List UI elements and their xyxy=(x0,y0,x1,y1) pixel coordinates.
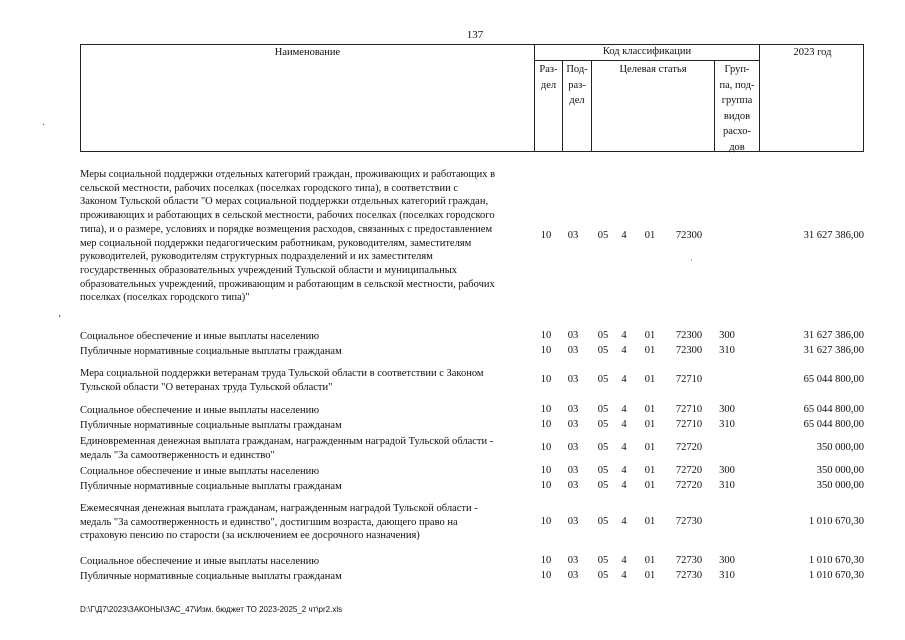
table-row xyxy=(80,480,870,494)
scan-mark: ‚ xyxy=(58,308,62,319)
cell-razdel: 10 xyxy=(540,403,552,415)
cell-target-program: 05 xyxy=(597,344,609,356)
cell-target-program: 05 xyxy=(597,329,609,341)
header-year: 2023 год xyxy=(759,45,865,151)
row-name: Социальное обеспечение и иные выплаты населению xyxy=(80,556,320,567)
cell-target-direction: 72720 xyxy=(675,464,703,476)
table-row xyxy=(80,367,870,394)
cell-amount: 31 627 386,00 xyxy=(803,329,864,341)
header-group: Груп- па, под- группа видов расхо- дов xyxy=(714,61,759,151)
cell-target-program: 05 xyxy=(597,373,609,385)
cell-podrazdel: 03 xyxy=(567,515,579,527)
cell-expense-group: 300 xyxy=(719,329,735,341)
cell-amount: 31 627 386,00 xyxy=(803,344,864,356)
cell-amount: 31 627 386,00 xyxy=(803,229,864,241)
table-row xyxy=(80,419,870,433)
cell-target-program: 05 xyxy=(597,464,609,476)
cell-target-direction: 72300 xyxy=(675,229,703,241)
cell-podrazdel: 03 xyxy=(567,373,579,385)
cell-target-program: 05 xyxy=(597,554,609,566)
cell-razdel: 10 xyxy=(540,464,552,476)
cell-razdel: 10 xyxy=(540,229,552,241)
cell-target-type: 4 xyxy=(621,554,627,566)
cell-amount: 350 000,00 xyxy=(816,441,864,453)
cell-razdel: 10 xyxy=(540,344,552,356)
cell-target-type: 4 xyxy=(621,344,627,356)
cell-target-program: 05 xyxy=(597,418,609,430)
table-row xyxy=(80,168,870,305)
cell-target-main: 01 xyxy=(644,441,656,453)
cell-podrazdel: 03 xyxy=(567,554,579,566)
cell-target-main: 01 xyxy=(644,569,656,581)
cell-target-program: 05 xyxy=(597,515,609,527)
table-row xyxy=(80,435,870,462)
cell-razdel: 10 xyxy=(540,569,552,581)
row-name: Единовременная денежная выплата гражданам, награжденным наградой Тульской области - медаль "За самоотверженность и единство" xyxy=(80,436,494,461)
cell-expense-group: 300 xyxy=(719,464,735,476)
cell-razdel: 10 xyxy=(540,329,552,341)
cell-expense-group: 310 xyxy=(719,569,735,581)
row-name: Социальное обеспечение и иные выплаты населению xyxy=(80,466,320,477)
row-name: Мера социальной поддержки ветеранам труда Тульской области в соответствии с Законом Тульской области "О ветеранах труда Тульской области" xyxy=(80,368,484,393)
header-code: Код классификации xyxy=(534,45,759,61)
cell-target-main: 01 xyxy=(644,344,656,356)
file-path-footer: D:\Г\Д7\2023\ЗАКОНЫ\ЗАС_47\Изм. бюджет ТО 2023-2025_2 чт\pr2.xls xyxy=(80,605,343,614)
cell-podrazdel: 03 xyxy=(567,344,579,356)
cell-target-direction: 72720 xyxy=(675,479,703,491)
cell-target-main: 01 xyxy=(644,329,656,341)
row-name: Социальное обеспечение и иные выплаты населению xyxy=(80,331,320,342)
cell-target-direction: 72720 xyxy=(675,441,703,453)
cell-razdel: 10 xyxy=(540,515,552,527)
header-razdel: Раз- дел xyxy=(534,61,562,151)
cell-target-main: 01 xyxy=(644,229,656,241)
cell-amount: 65 044 800,00 xyxy=(803,373,864,385)
cell-amount: 65 044 800,00 xyxy=(803,418,864,430)
cell-target-type: 4 xyxy=(621,515,627,527)
cell-podrazdel: 03 xyxy=(567,403,579,415)
cell-target-direction: 72710 xyxy=(675,418,703,430)
table-row xyxy=(80,570,870,584)
row-name: Меры социальной поддержки отдельных категорий граждан, проживающих и работающих в сельской местности, рабочих поселках (поселках городского типа), в соответствии с Законом Тульской области "О мерах социальной поддержки отдельных категорий граждан, проживающих и работающих в сельской местности, рабочих поселках (поселках городского типа), и о размере, условиях и порядке возмещения расходов, связанных с предоставлением мер социальной поддержки педагогическим работникам, руководителям, заместителям руководителей, руководителям структурных подразделений и их заместителям государственных образовательных учреждений Тульской области и муниципальных образовательных учреждений, проживающим и работающим в сельской местности, рабочих поселках (поселках городского типа)" xyxy=(80,169,496,304)
cell-target-main: 01 xyxy=(644,373,656,385)
cell-razdel: 10 xyxy=(540,479,552,491)
cell-podrazdel: 03 xyxy=(567,441,579,453)
table-header xyxy=(80,44,864,152)
cell-expense-group: 310 xyxy=(719,479,735,491)
cell-target-type: 4 xyxy=(621,464,627,476)
cell-amount: 350 000,00 xyxy=(816,479,864,491)
cell-expense-group: 310 xyxy=(719,344,735,356)
cell-target-program: 05 xyxy=(597,479,609,491)
cell-expense-group: 300 xyxy=(719,403,735,415)
cell-target-main: 01 xyxy=(644,479,656,491)
cell-podrazdel: 03 xyxy=(567,329,579,341)
cell-target-type: 4 xyxy=(621,569,627,581)
cell-expense-group: 300 xyxy=(719,554,735,566)
cell-target-main: 01 xyxy=(644,464,656,476)
cell-target-direction: 72730 xyxy=(675,569,703,581)
cell-target-main: 01 xyxy=(644,418,656,430)
cell-amount: 1 010 670,30 xyxy=(808,569,864,581)
table-row xyxy=(80,502,870,543)
row-name: Публичные нормативные социальные выплаты гражданам xyxy=(80,346,342,357)
table-row xyxy=(80,555,870,569)
cell-target-main: 01 xyxy=(644,403,656,415)
cell-target-type: 4 xyxy=(621,441,627,453)
cell-podrazdel: 03 xyxy=(567,418,579,430)
cell-amount: 65 044 800,00 xyxy=(803,403,864,415)
row-name: Публичные нормативные социальные выплаты гражданам xyxy=(80,420,342,431)
header-name: Наименование xyxy=(274,47,341,58)
cell-target-type: 4 xyxy=(621,479,627,491)
cell-podrazdel: 03 xyxy=(567,569,579,581)
cell-target-type: 4 xyxy=(621,403,627,415)
cell-podrazdel: 03 xyxy=(567,229,579,241)
page-number: 137 xyxy=(466,29,484,41)
cell-razdel: 10 xyxy=(540,418,552,430)
cell-target-direction: 72730 xyxy=(675,554,703,566)
cell-podrazdel: 03 xyxy=(567,464,579,476)
row-name: Ежемесячная денежная выплата гражданам, награжденным наградой Тульской области - медаль "За самоотверженность и единство", достигшим возраста, дающего право на страховую пенсию по старости (за исключением ее досрочного назначения) xyxy=(80,503,478,542)
cell-target-program: 05 xyxy=(597,229,609,241)
table-row xyxy=(80,465,870,479)
cell-amount: 1 010 670,30 xyxy=(808,554,864,566)
cell-target-main: 01 xyxy=(644,515,656,527)
cell-target-direction: 72300 xyxy=(675,344,703,356)
cell-target-type: 4 xyxy=(621,229,627,241)
cell-razdel: 10 xyxy=(540,554,552,566)
cell-target-type: 4 xyxy=(621,373,627,385)
scan-mark: · xyxy=(690,256,693,265)
header-target: Целевая статья xyxy=(591,61,714,151)
table-row xyxy=(80,404,870,418)
cell-target-type: 4 xyxy=(621,418,627,430)
cell-target-type: 4 xyxy=(621,329,627,341)
cell-razdel: 10 xyxy=(540,373,552,385)
scan-mark: · xyxy=(42,120,46,131)
cell-amount: 1 010 670,30 xyxy=(808,515,864,527)
cell-target-main: 01 xyxy=(644,554,656,566)
cell-target-program: 05 xyxy=(597,403,609,415)
cell-target-direction: 72300 xyxy=(675,329,703,341)
row-name: Социальное обеспечение и иные выплаты населению xyxy=(80,405,320,416)
cell-expense-group: 310 xyxy=(719,418,735,430)
cell-target-program: 05 xyxy=(597,441,609,453)
cell-podrazdel: 03 xyxy=(567,479,579,491)
cell-amount: 350 000,00 xyxy=(816,464,864,476)
row-name: Публичные нормативные социальные выплаты гражданам xyxy=(80,571,342,582)
cell-target-direction: 72730 xyxy=(675,515,703,527)
table-row xyxy=(80,345,870,359)
cell-target-direction: 72710 xyxy=(675,403,703,415)
row-name: Публичные нормативные социальные выплаты гражданам xyxy=(80,481,342,492)
table-row xyxy=(80,330,870,344)
cell-target-direction: 72710 xyxy=(675,373,703,385)
header-podrazdel: Под- раз- дел xyxy=(562,61,591,151)
cell-target-program: 05 xyxy=(597,569,609,581)
cell-razdel: 10 xyxy=(540,441,552,453)
